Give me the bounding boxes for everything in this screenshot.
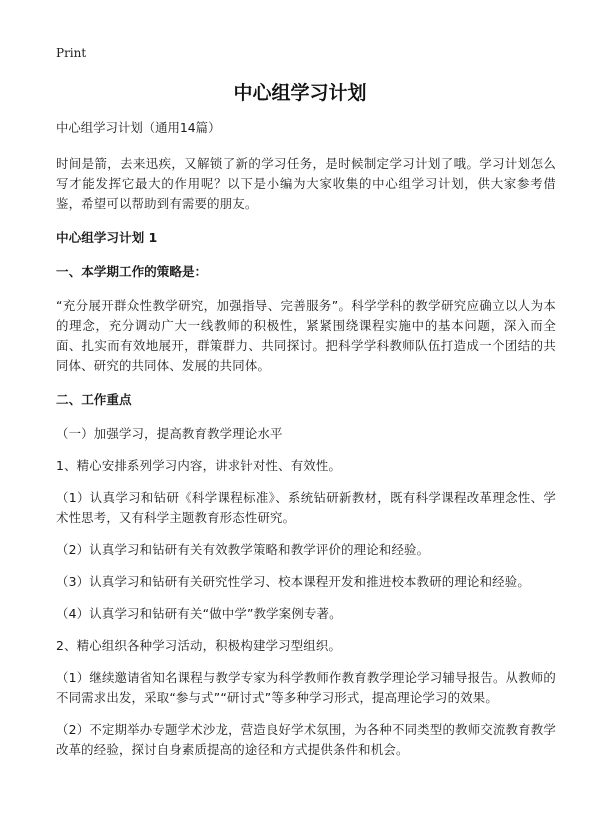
heading-focus: 二、工作重点 [56,392,132,407]
article-subtitle: 中心组学习计划（通用14篇） [56,120,221,135]
list-item: 1、精心安排系列学习内容，讲求针对性、有效性。 [56,458,342,473]
page-title: 中心组学习计划 [233,82,367,104]
heading-strategy: 一、本学期工作的策略是： [56,264,208,279]
list-item: （1）继续邀请省知名课程与教学专家为科学教师作教育教学理论学习辅导报告。从教师的不同需求出发，采取“参与式”“研讨式”等多种学习形式，提高理论学习的效果。 [56,670,556,705]
list-item: （1）认真学习和钻研《科学课程标准》、系统钻研新教材，既有科学课程改革理念性、学术性思考，又有科学主题教育形态性研究。 [56,490,556,525]
list-item: （3）认真学习和钻研有关研究性学习、校本课程开发和推进校本教研的理论和经验。 [56,574,530,589]
list-item: 2、精心组织各种学习活动，积极构建学习型组织。 [56,638,342,653]
list-item: （2）认真学习和钻研有关有效教学策略和教学评价的理论和经验。 [56,542,430,557]
list-item: （2）不定期举办专题学术沙龙，营造良好学术氛围，为各种不同类型的教师交流教育教学改革的经验，探讨自身素质提高的途径和方式提供条件和机会。 [56,722,556,757]
print-link[interactable]: Print [56,46,87,60]
article-body [56,118,556,772]
strategy-paragraph: “充分展开群众性教学研究，加强指导、完善服务”。科学学科的教学研究应确立以人为本的理念，充分调动广大一线教师的积极性，紧紧围绕课程实施中的基本问题，深入而全面、扎实而有效地展开，群策群力、共同探讨。把科学学科教师队伍打造成一个团结的共同体、研究的共同体、发展的共同体。 [56,298,556,373]
list-item: （4）认真学习和钻研有关“做中学”教学案例专著。 [56,606,342,621]
intro-paragraph: 时间是箭，去来迅疾，又解锁了新的学习任务，是时候制定学习计划了哦。学习计划怎么写才能发挥它最大的作用呢？以下是小编为大家收集的中心组学习计划，供大家参考借鉴，希望可以帮助到有需要的朋友。 [56,156,556,211]
section-title: 中心组学习计划 1 [56,230,158,245]
list-item: （一）加强学习，提高教育教学理论水平 [56,426,283,441]
